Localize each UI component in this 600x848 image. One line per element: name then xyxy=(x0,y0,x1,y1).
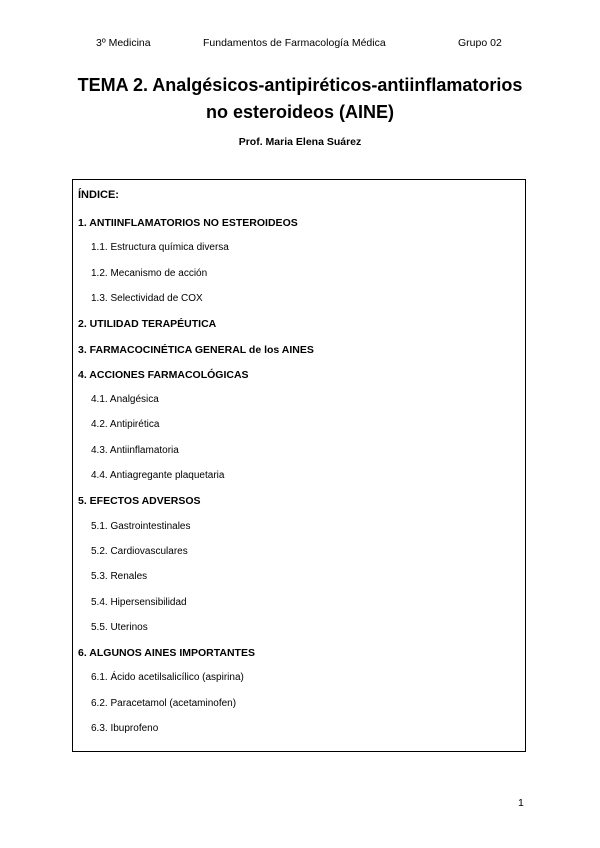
toc-list xyxy=(73,180,525,751)
author: Prof. Maria Elena Suárez xyxy=(238,136,362,148)
document-title xyxy=(40,72,560,126)
title-line-2: no esteroideos (AINE) xyxy=(205,102,395,122)
header-course: 3º Medicina xyxy=(96,37,151,49)
page-number: 1 xyxy=(518,797,524,809)
toc-subsection: 1.3. Selectividad de COX xyxy=(91,292,203,304)
toc-subsection: 4.3. Antiinflamatoria xyxy=(91,444,179,456)
toc-section: 3. FARMACOCINÉTICA GENERAL de los AINES xyxy=(78,343,314,356)
toc-subsection: 6.2. Paracetamol (acetaminofen) xyxy=(91,697,237,709)
table-of-contents xyxy=(72,179,526,752)
page-header xyxy=(0,37,600,53)
header-group: Grupo 02 xyxy=(458,37,502,49)
toc-subsection: 4.4. Antiagregante plaquetaria xyxy=(91,470,225,481)
toc-section: 4. ACCIONES FARMACOLÓGICAS xyxy=(78,368,249,381)
toc-section: 2. UTILIDAD TERAPÉUTICA xyxy=(78,318,217,331)
toc-subsection: 4.2. Antipirética xyxy=(91,419,160,431)
toc-subsection: 5.1. Gastrointestinales xyxy=(91,520,191,532)
header-subject: Fundamentos de Farmacología Médica xyxy=(203,37,386,49)
toc-subsection: 1.2. Mecanismo de acción xyxy=(91,267,208,279)
toc-subsection: 6.3. Ibuprofeno xyxy=(91,723,159,734)
toc-section: 5. EFECTOS ADVERSOS xyxy=(78,495,201,508)
toc-subsection: 6.1. Ácido acetilsalicílico (aspirina) xyxy=(91,672,244,684)
toc-subsection: 1.1. Estructura química diversa xyxy=(91,242,229,254)
toc-heading: ÍNDICE: xyxy=(78,189,119,201)
toc-subsection: 5.4. Hipersensibilidad xyxy=(91,596,187,608)
toc-section: 1. ANTIINFLAMATORIOS NO ESTEROIDEOS xyxy=(78,217,298,229)
toc-subsection: 5.5. Uterinos xyxy=(91,621,148,633)
title-line-1: TEMA 2. Analgésicos-antipiréticos-antiinflamatorios xyxy=(77,75,523,95)
toc-section: 6. ALGUNOS AINES IMPORTANTES xyxy=(78,647,255,660)
toc-subsection: 5.2. Cardiovasculares xyxy=(91,545,188,557)
toc-subsection: 4.1. Analgésica xyxy=(91,394,159,406)
toc-subsection: 5.3. Renales xyxy=(91,571,148,583)
